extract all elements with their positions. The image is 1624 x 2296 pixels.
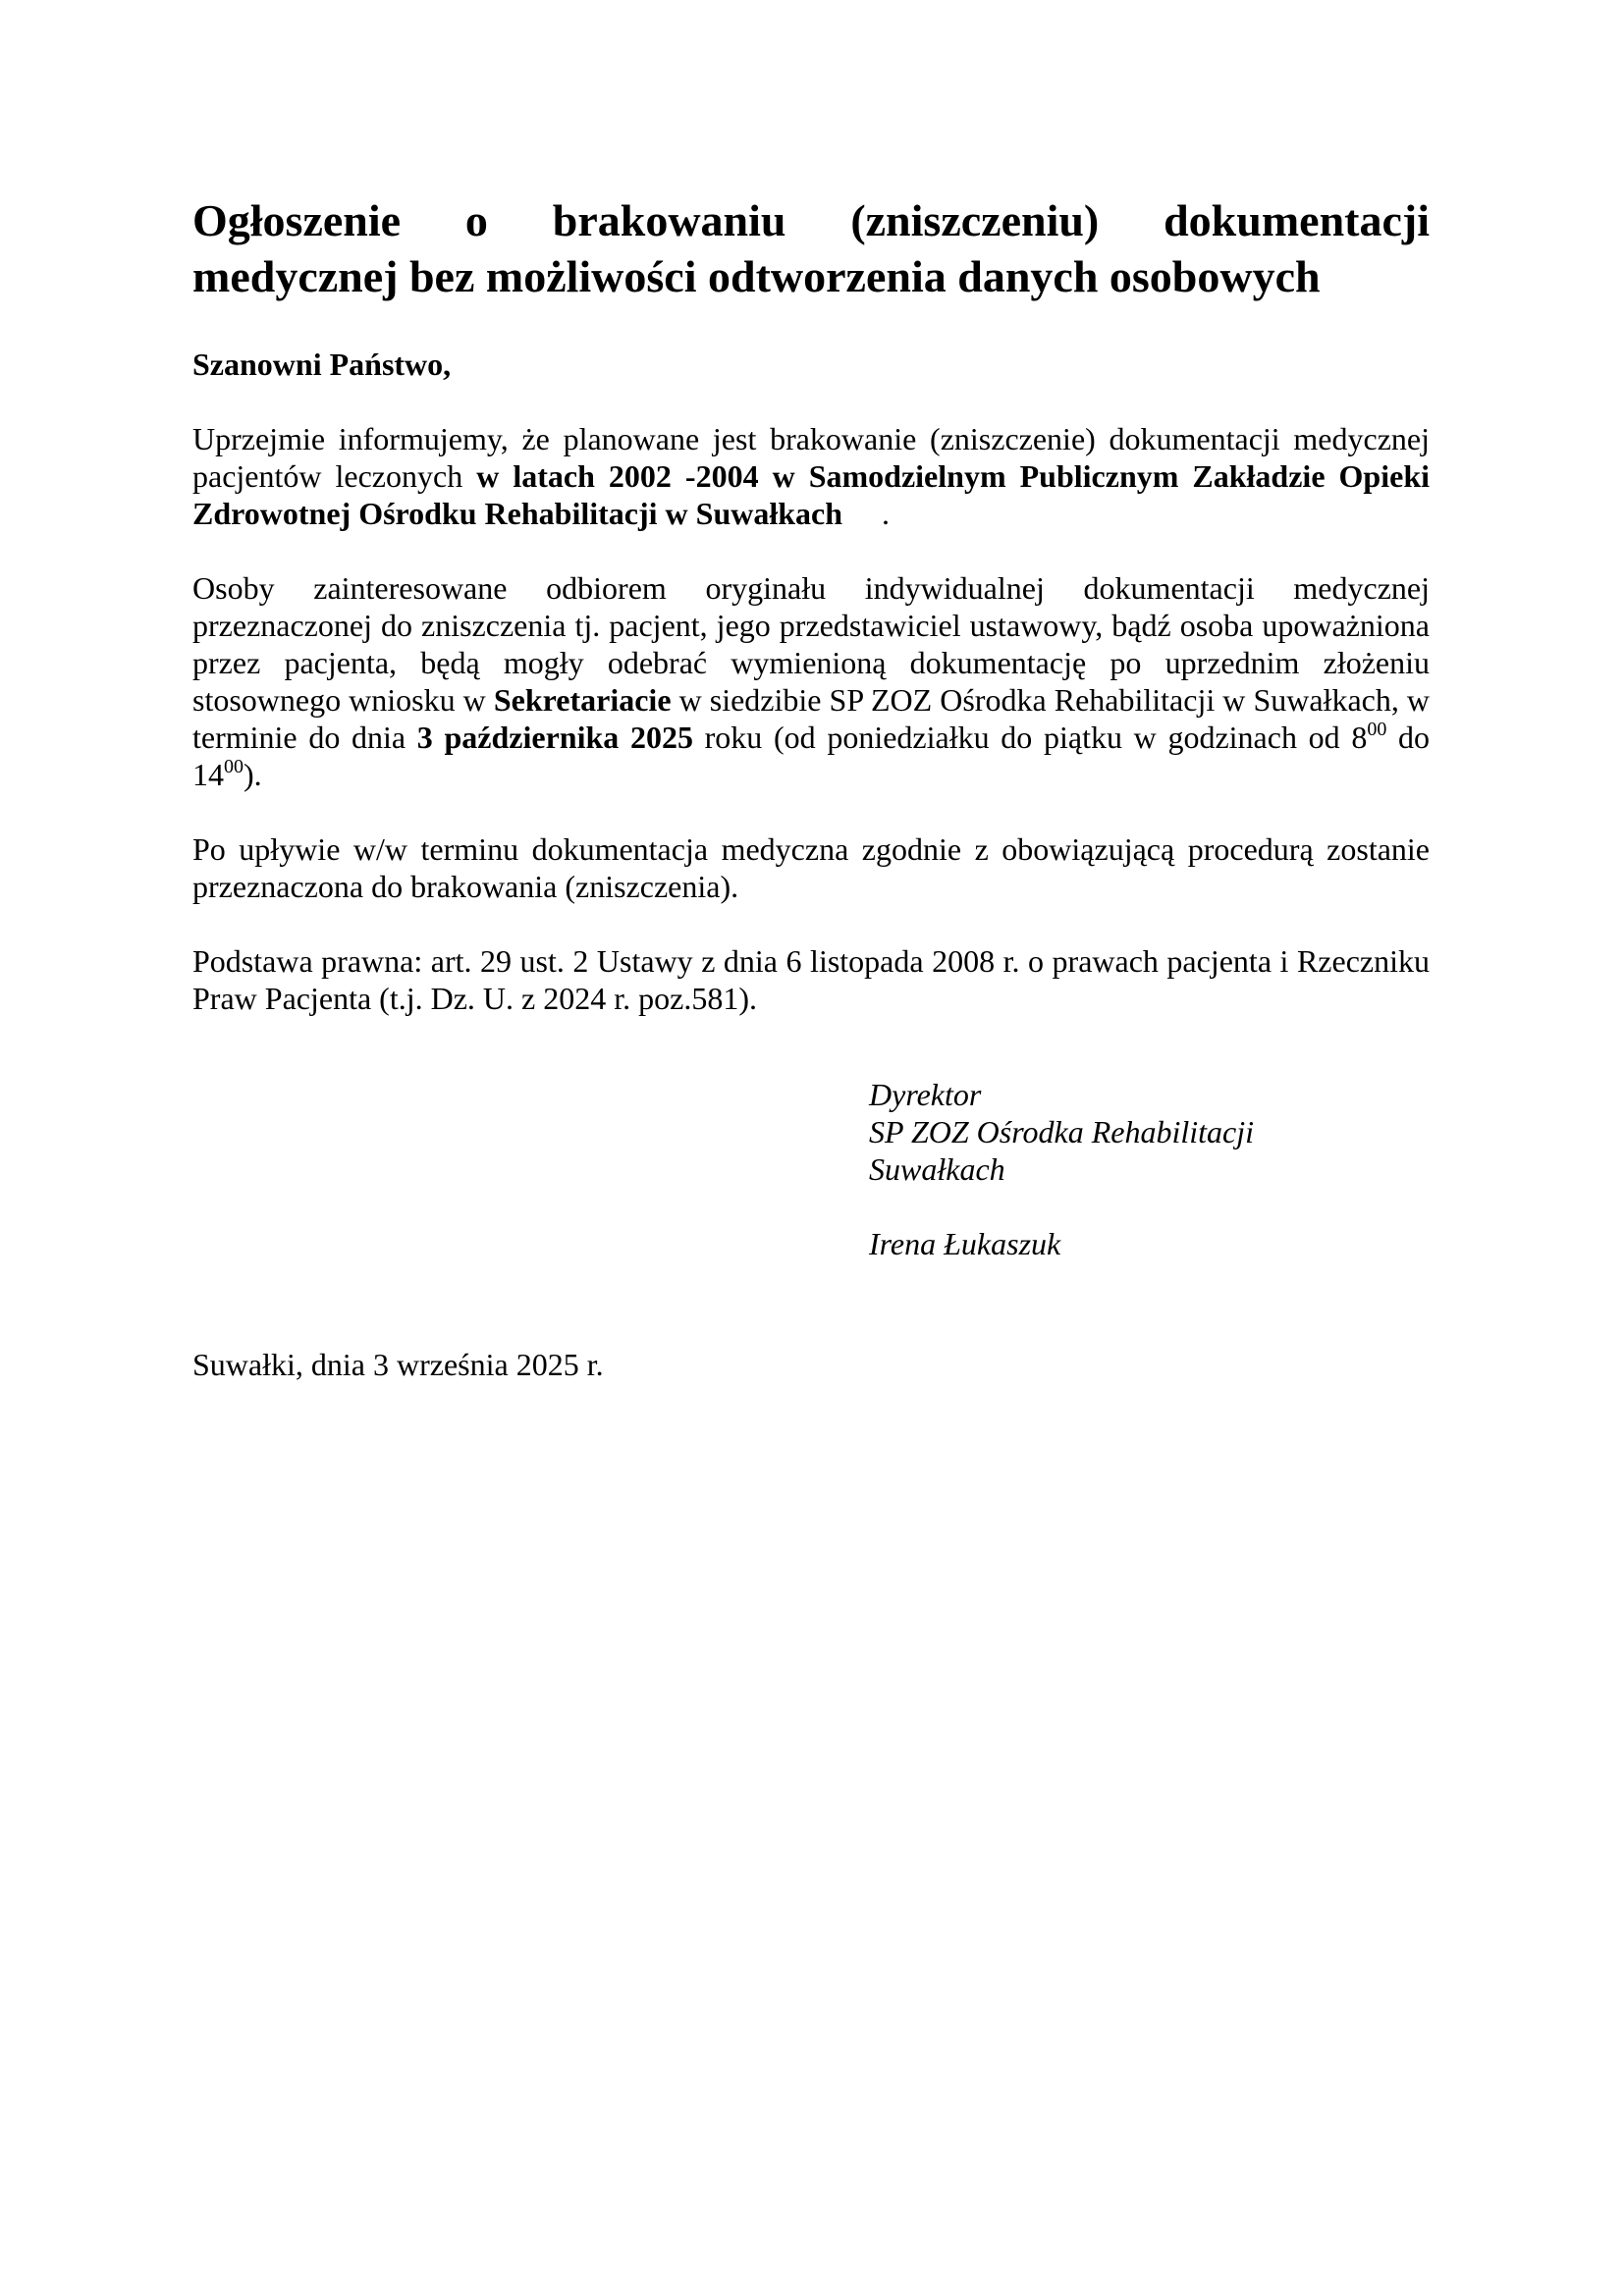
paragraph: [192, 569, 1430, 793]
text-run: Podstawa prawna: art. 29 ust. 2 Ustawy z dnia 6 listopada 2008 r. o prawach pacjenta i Rzeczniku Praw Pacjenta (t.j. Dz. U. z 2024 r. poz.581).: [192, 943, 1430, 1016]
paragraph: [192, 830, 1430, 905]
text-run: do 14: [192, 720, 1430, 792]
signature-name: Irena Łukaszuk: [869, 1226, 1061, 1261]
text-run: Po upływie w/w terminu dokumentacja medyczna zgodnie z obowiązującą procedurą zostanie przeznaczona do brakowania (zniszczenia).: [192, 831, 1430, 904]
bold-text: w latach 2002 -2004 w Samodzielnym Publicznym Zakładzie Opieki Zdrowotnej Ośrodku Rehabilitacji w Suwałkach: [192, 458, 1431, 531]
text-run: Uprzejmie informujemy, że planowane jest brakowanie (zniszczenie) dokumentacji medycznej pacjentów leczonych: [192, 421, 1430, 494]
text-run: Osoby zainteresowane odbiorem oryginału indywidualnej dokumentacji medycznej przeznaczonej do zniszczenia tj. pacjent, jego przedstawiciel ustawowy, bądź osoba upoważniona przez pacjenta, będą mogły odebrać wymienioną dokumentację po uprzednim złożeniu stosownego wniosku w: [192, 570, 1430, 718]
superscript-text: 00: [224, 756, 244, 777]
document-title: Ogłoszenie o brakowaniu (zniszczeniu) dokumentacji medycznej bez możliwości odtworzenia danych osobowych: [192, 195, 1430, 301]
superscript-text: 00: [1367, 719, 1387, 740]
signature-organization: SP ZOZ Ośrodka Rehabilitacji: [869, 1114, 1254, 1149]
bold-text: 3 października 2025: [416, 720, 693, 755]
signature-block: [869, 1076, 1430, 1262]
salutation: Szanowni Państwo,: [192, 347, 452, 382]
text-run: .: [842, 496, 891, 531]
paragraph: [192, 942, 1430, 1017]
signature-role: Dyrektor: [869, 1077, 982, 1112]
paragraph: [192, 420, 1430, 532]
text-run: w siedzibie SP ZOZ Ośrodka Rehabilitacji w Suwałkach, w terminie do dnia: [192, 682, 1431, 755]
dateline: Suwałki, dnia 3 września 2025 r.: [192, 1347, 604, 1382]
text-run: roku (od poniedziałku do piątku w godzinach od 8: [692, 720, 1368, 755]
text-run: ).: [244, 757, 262, 792]
signature-city: Suwałkach: [869, 1151, 1005, 1187]
document-body: [192, 420, 1430, 1017]
bold-text: Sekretariacie: [493, 682, 672, 718]
